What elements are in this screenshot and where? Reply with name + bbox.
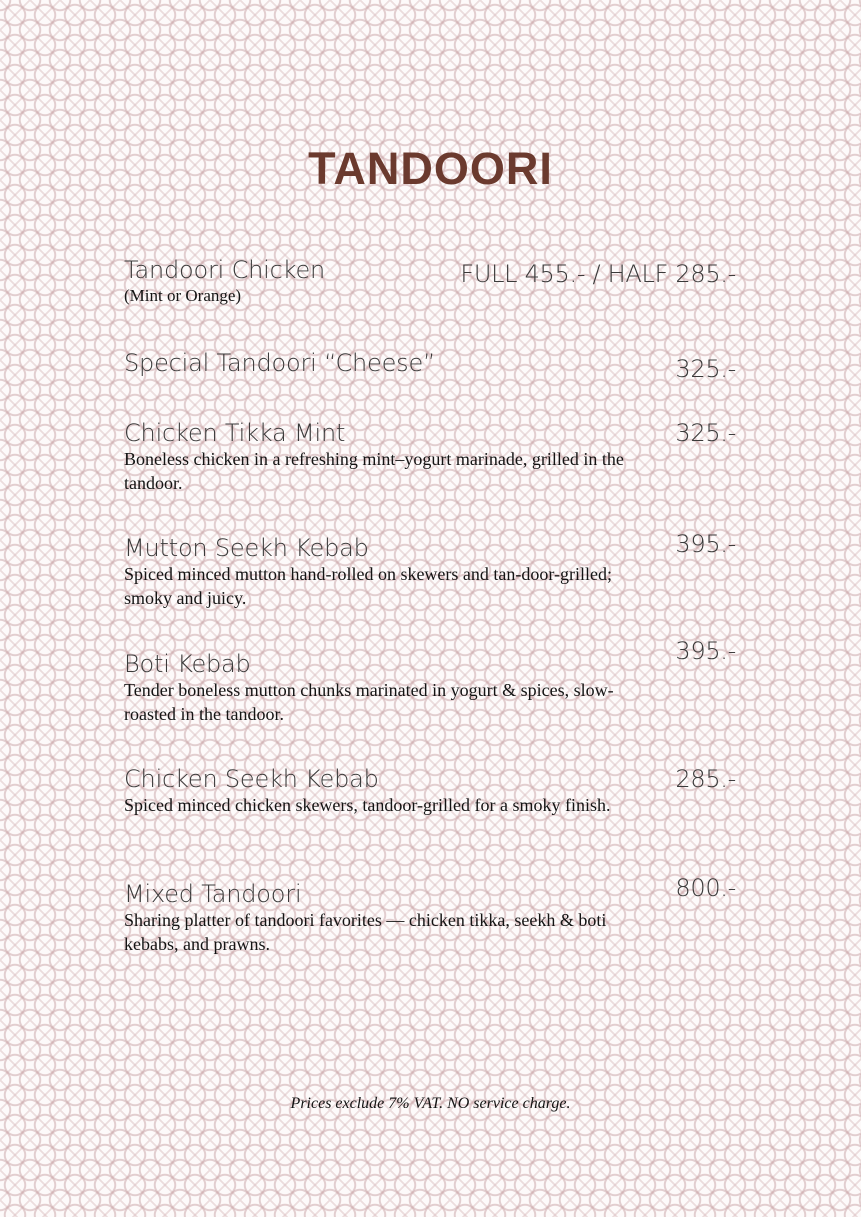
item-description: Spiced minced mutton hand-rolled on skewers and tan-door-grilled; smoky and juicy. [124, 564, 613, 608]
menu-item-chicken-tikka-mint [124, 419, 736, 495]
item-name: Chicken Seekh Kebab [124, 765, 379, 793]
item-name: Chicken Tikka Mint [124, 419, 346, 447]
menu-item-mixed-tandoori [124, 874, 736, 956]
item-price: 395.- [675, 530, 736, 558]
item-description: Spiced minced chicken skewers, tandoor-grilled for a smoky finish. [124, 795, 611, 815]
item-description: Boneless chicken in a refreshing mint–yogurt marinade, grilled in the tandoor. [124, 449, 624, 493]
item-price: 325.- [675, 419, 736, 447]
menu-item-chicken-seekh-kebab [124, 765, 736, 817]
item-name: Tandoori Chicken [124, 256, 326, 284]
item-price: 325.- [675, 355, 736, 383]
menu-item-boti-kebab [124, 637, 736, 726]
item-description: Tender boneless mutton chunks marinated in yogurt & spices, slow-roasted in the tandoor. [124, 680, 614, 724]
item-note: (Mint or Orange) [124, 286, 242, 305]
item-price: 800.- [675, 874, 736, 902]
menu-item-tandoori-chicken [124, 256, 736, 307]
item-price: 395.- [675, 637, 736, 665]
item-price: 285.- [675, 765, 736, 793]
item-name: Special Tandoori “Cheese” [124, 349, 436, 377]
item-name: Mutton Seekh Kebab [124, 534, 369, 562]
vat-footnote: Prices exclude 7% VAT. NO service charge. [290, 1095, 571, 1112]
menu-title: TANDOORI [308, 143, 553, 194]
item-name: Mixed Tandoori [124, 880, 302, 908]
item-description: Sharing platter of tandoori favorites — chicken tikka, seekh & boti kebabs, and prawns. [124, 910, 607, 954]
menu-item-mutton-seekh-kebab [124, 530, 736, 610]
item-name: Boti Kebab [124, 650, 251, 678]
menu-item-special-tandoori-cheese [124, 349, 736, 383]
item-price: FULL 455.- / HALF 285.- [460, 260, 736, 288]
